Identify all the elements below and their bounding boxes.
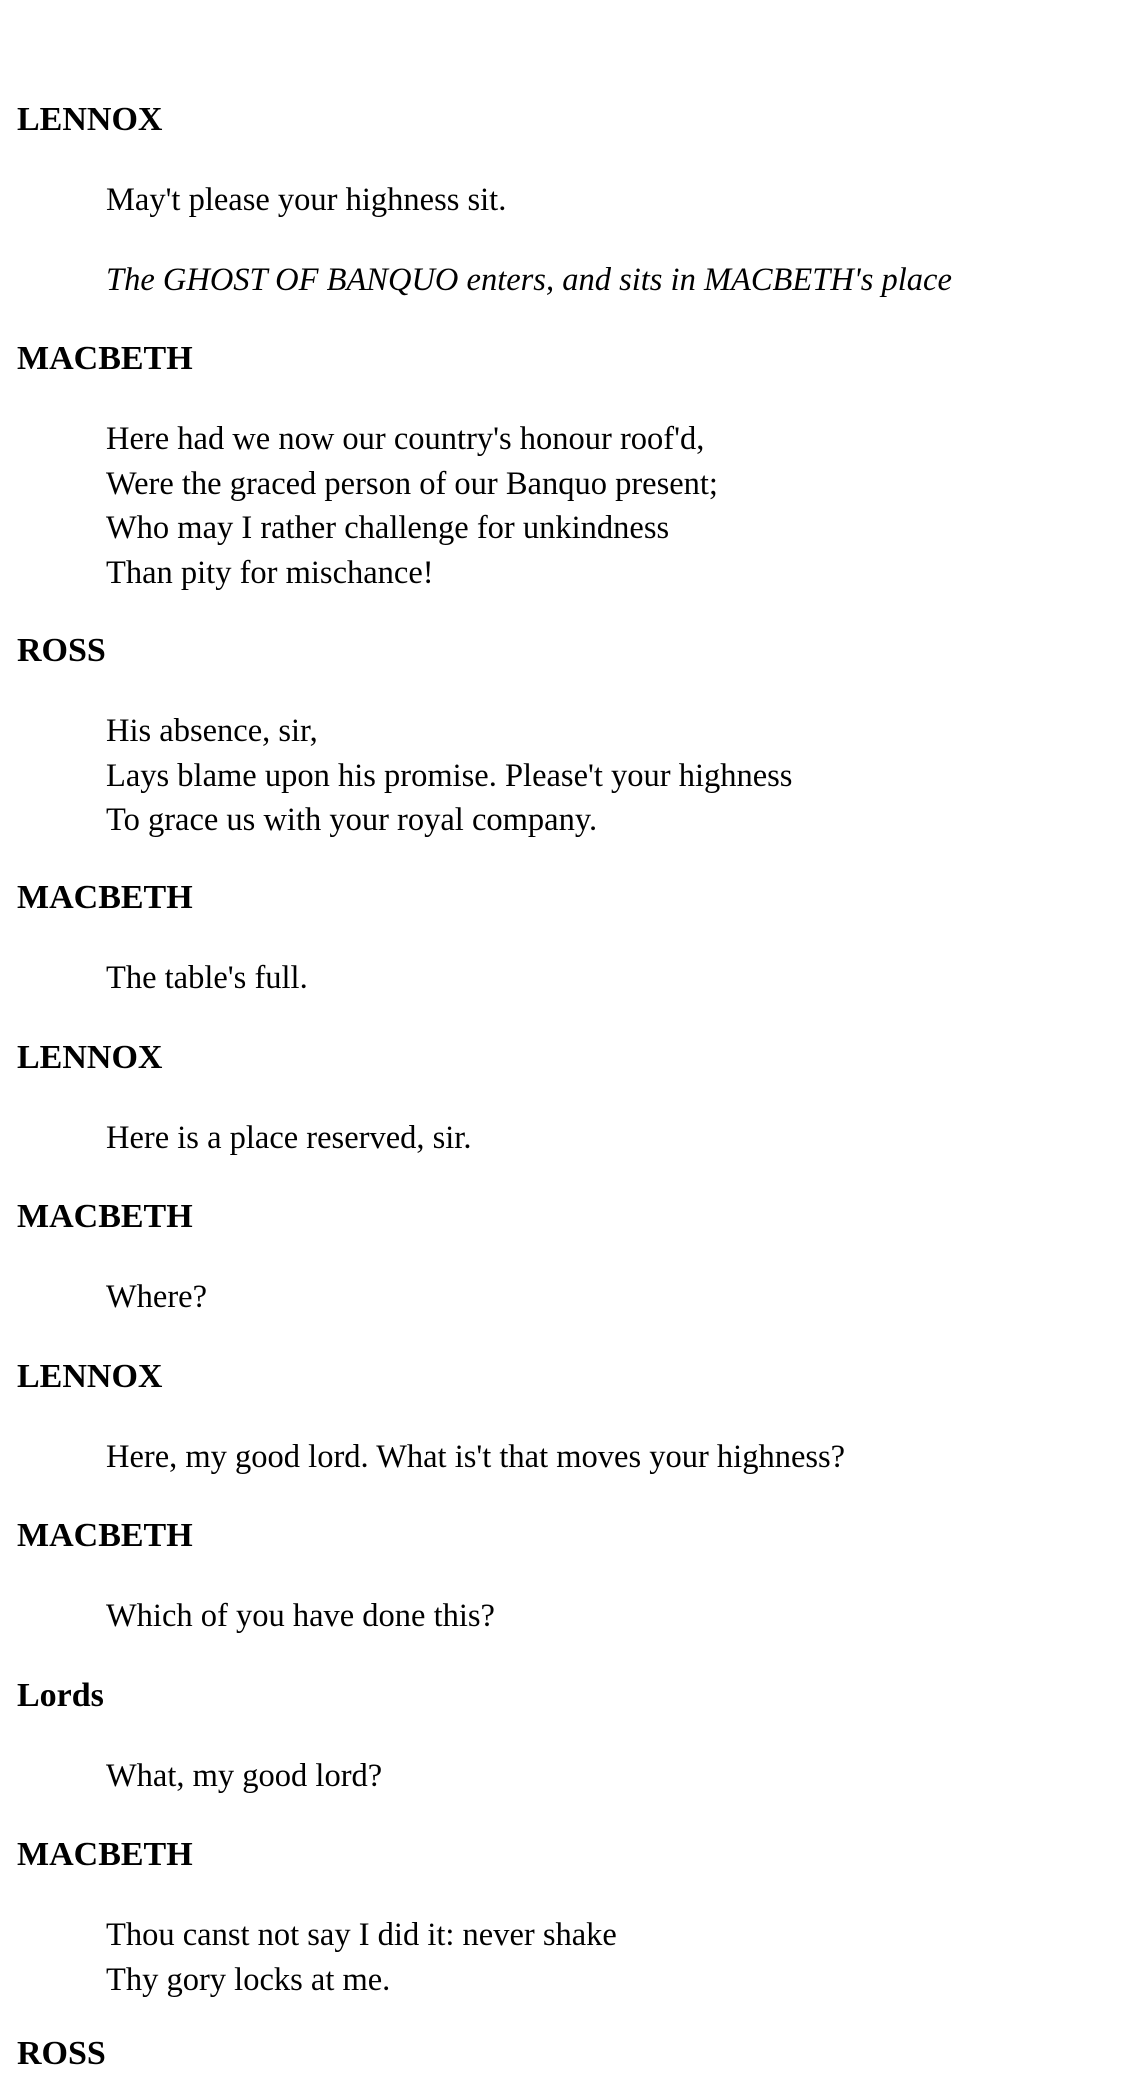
speech <box>106 1435 845 1480</box>
speech-line: To grace us with your royal company. <box>106 802 598 838</box>
speech-line: Where? <box>106 1279 208 1315</box>
stage-direction: The GHOST OF BANQUO enters, and sits in MACBETH's place <box>106 262 952 298</box>
speech <box>106 178 506 223</box>
speech-line: Here is a place reserved, sir. <box>106 1120 472 1156</box>
speech <box>106 1116 471 1161</box>
speech-line: Were the graced person of our Banquo present; <box>106 465 718 502</box>
speech-line: Here, my good lord. What is't that moves your highness? <box>106 1439 846 1475</box>
speaker-name: ROSS <box>17 632 106 669</box>
speaker-name: LENNOX <box>17 1358 163 1395</box>
speech <box>106 709 792 843</box>
speech-line: Here had we now our country's honour roof'd, <box>106 421 705 457</box>
speech-line: Thy gory locks at me. <box>106 1961 391 1998</box>
speaker-name: ROSS <box>17 2035 106 2072</box>
speech-line: The table's full. <box>106 960 308 996</box>
speaker-name: LENNOX <box>17 101 163 138</box>
speech <box>106 956 308 1001</box>
speaker-name: MACBETH <box>17 1836 193 1873</box>
speech-line: Than pity for mischance! <box>106 554 434 591</box>
speech-line: What, my good lord? <box>106 1758 383 1794</box>
speaker-name: MACBETH <box>17 1198 193 1235</box>
speech-line: Thou canst not say I did it: never shake <box>106 1917 617 1953</box>
speaker-name: LENNOX <box>17 1039 163 1076</box>
speech <box>106 1754 382 1799</box>
speech-line: His absence, sir, <box>106 713 318 749</box>
speech <box>106 1275 207 1320</box>
speaker-name: MACBETH <box>17 1517 193 1554</box>
speech-line: May't please your highness sit. <box>106 182 507 218</box>
speaker-name: MACBETH <box>17 340 193 377</box>
speech <box>106 1913 617 2002</box>
speech <box>106 417 718 595</box>
speech-line: Who may I rather challenge for unkindness <box>106 510 670 546</box>
speaker-name: MACBETH <box>17 879 193 916</box>
speech-line: Lays blame upon his promise. Please't your highness <box>106 757 793 794</box>
speech <box>106 1594 495 1639</box>
speech-line: Which of you have done this? <box>106 1598 495 1634</box>
speaker-name: Lords <box>17 1677 104 1714</box>
